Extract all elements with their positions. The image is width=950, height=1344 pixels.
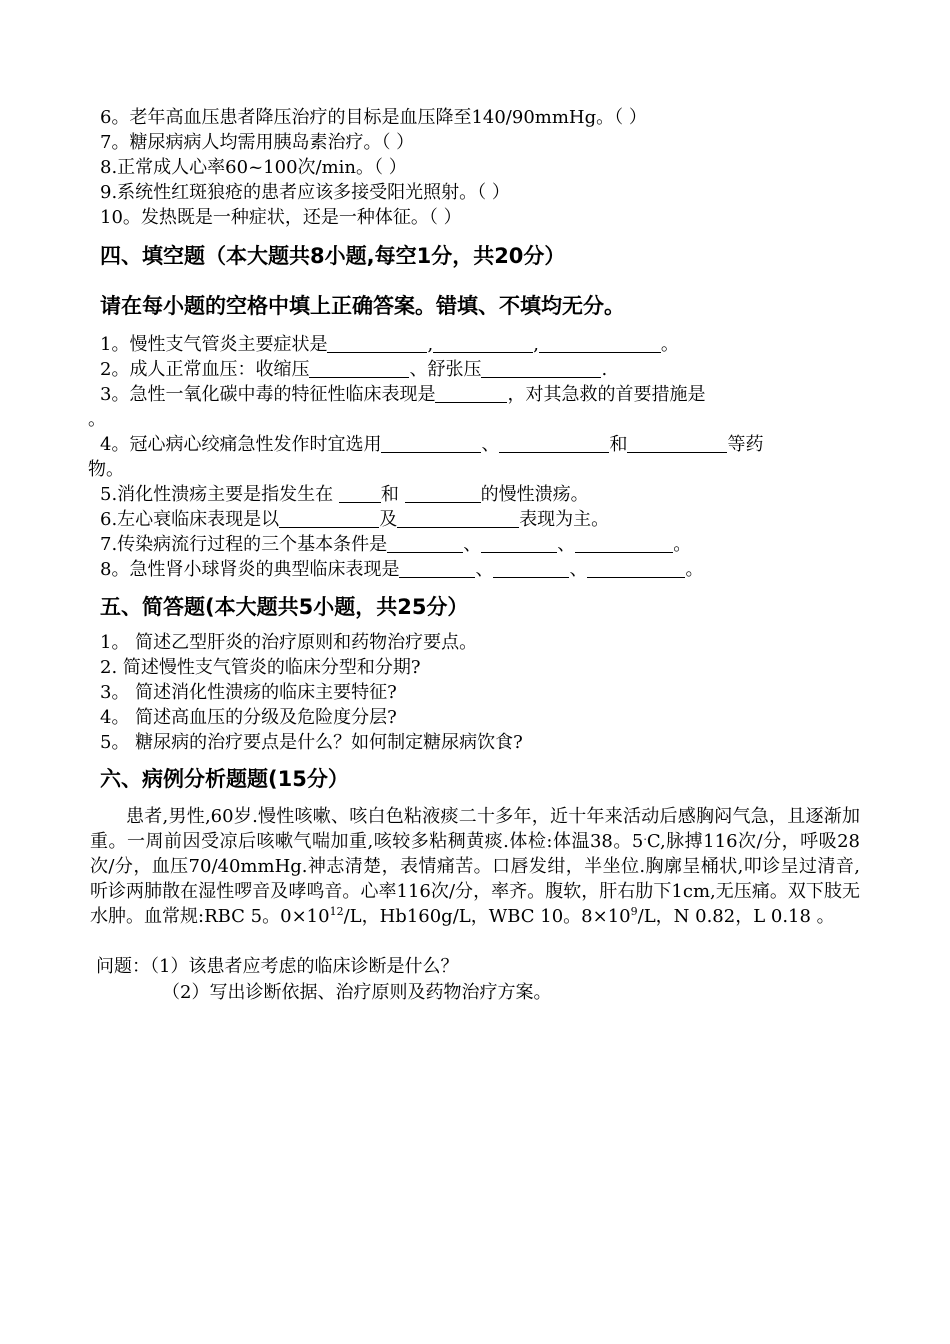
fill-item-3-text: 3。急性一氧化碳中毒的特征性临床表现是 (100, 384, 436, 405)
answer-blank[interactable] (575, 534, 673, 553)
answer-blank[interactable] (381, 434, 481, 453)
answer-blank[interactable] (539, 334, 661, 353)
separator: 。 (673, 534, 692, 555)
answer-blank[interactable] (279, 509, 379, 528)
answer-blank[interactable] (399, 559, 475, 578)
answer-blank[interactable] (481, 534, 557, 553)
case-question-2: （2）写出诊断依据、治疗原则及药物治疗方案。 (162, 982, 552, 1003)
fill-item-6-text: 6.左心衰临床表现是以 (100, 509, 280, 530)
answer-blank[interactable] (309, 359, 409, 378)
fill-item-4-wrap: 物。 (88, 459, 124, 480)
fill-item-6 (100, 508, 609, 532)
answer-blank[interactable] (387, 534, 463, 553)
fill-item-6-text-b: 及 (379, 509, 398, 530)
separator: 、 (475, 559, 494, 580)
case-text-1: 患者,男性,60岁.慢性咳嗽、咳白色粘液痰二十多年，近十年来活动后感胸闷气急，且逐渐加重。一周前因受凉后咳嗽气喘加重,咳较多粘稠黄痰.体检:体温38。5 (90, 806, 860, 852)
exponent: 9 (630, 905, 638, 918)
answer-blank[interactable] (433, 334, 533, 353)
section-4-title: 四、填空题（本大题共8小题,每空1分，共20分） (100, 244, 566, 268)
fill-item-5-text-b: 和 (380, 484, 405, 505)
fill-item-4 (100, 433, 763, 457)
separator: 、 (557, 534, 576, 555)
degree-mark: . (643, 830, 647, 843)
separator: 、 (569, 559, 588, 580)
fill-item-2 (100, 358, 607, 382)
fill-item-5-text-c: 的慢性溃疡。 (480, 484, 589, 505)
fill-item-8-text: 8。急性肾小球肾炎的典型临床表现是 (100, 559, 400, 580)
case-text-2: C,脉搏116次/分，呼吸28次/分，血压70/40mmHg.神志清楚，表情痛苦。口唇发绀，半坐位.胸廓呈桶状,叩诊呈过清音,听诊两肺散在湿性啰音及哮鸣音。心率116次/分，率齐。腹软，肝右肋下1cm,无压痛。双下肢无水肿。血常规:RBC 5。0×10 (90, 831, 860, 927)
exponent: 12 (329, 905, 344, 918)
separator: . (601, 359, 608, 380)
fill-item-7-text: 7.传染病流行过程的三个基本条件是 (100, 534, 388, 555)
fill-item-4-text: 4。冠心病心绞痛急性发作时宜选用 (100, 434, 382, 455)
answer-blank[interactable] (627, 434, 727, 453)
section-6-title: 六、病例分析题题(15分） (100, 767, 349, 791)
tf-item-10: 10。发热既是一种症状，还是一种体征。（ ） (100, 207, 462, 228)
section-4-instruction: 请在每小题的空格中填上正确答案。错填、不填均无分。 (100, 294, 625, 318)
tf-item-9: 9.系统性红斑狼疮的患者应该多接受阳光照射。（ ） (100, 182, 510, 203)
fill-item-7 (100, 533, 691, 557)
answer-blank[interactable] (499, 434, 609, 453)
fill-item-2-text: 2。成人正常血压：收缩压 (100, 359, 310, 380)
short-answer-3: 3。 简述消化性溃疡的临床主要特征? (100, 682, 397, 703)
answer-blank[interactable] (435, 384, 507, 403)
separator: 。 (660, 334, 679, 355)
case-description (90, 804, 860, 929)
case-text-4: /L，N 0.82，L 0.18 。 (637, 906, 835, 927)
tf-item-7: 7。糖尿病病人均需用胰岛素治疗。（ ） (100, 132, 415, 153)
section-5-title: 五、简答题(本大题共5小题，共25分） (100, 595, 469, 619)
separator: , (533, 334, 539, 355)
short-answer-5: 5。 糖尿病的治疗要点是什么？如何制定糖尿病饮食? (100, 732, 523, 753)
fill-item-3-wrap: 。 (88, 409, 106, 430)
separator: 。 (685, 559, 704, 580)
fill-item-2-text-b: 、舒张压 (409, 359, 482, 380)
answer-blank[interactable] (397, 509, 519, 528)
case-text-3: /L，Hb160g/L，WBC 10。8×10 (343, 906, 631, 927)
separator: , (427, 334, 434, 355)
fill-item-1-text: 1。慢性支气管炎主要症状是 (100, 334, 328, 355)
tf-item-8: 8.正常成人心率60~100次/min。（ ） (100, 157, 407, 178)
separator: 、 (463, 534, 482, 555)
answer-blank[interactable] (339, 484, 381, 503)
short-answer-4: 4。 简述高血压的分级及危险度分层? (100, 707, 397, 728)
short-answer-2: 2. 简述慢性支气管炎的临床分型和分期? (100, 657, 421, 678)
fill-item-6-text-c: 表现为主。 (519, 509, 610, 530)
separator: 、 (481, 434, 500, 455)
case-question-1: 问题：（1）该患者应考虑的临床诊断是什么？ (96, 956, 459, 977)
answer-blank[interactable] (481, 359, 601, 378)
short-answer-1: 1。 简述乙型肝炎的治疗原则和药物治疗要点。 (100, 632, 478, 653)
tf-item-6: 6。老年高血压患者降压治疗的目标是血压降至140/90mmHg。（ ） (100, 107, 647, 128)
fill-item-3 (100, 383, 705, 407)
answer-blank[interactable] (587, 559, 685, 578)
answer-blank[interactable] (327, 334, 427, 353)
fill-item-5 (100, 483, 589, 507)
fill-item-1 (100, 333, 679, 357)
separator: 和 (609, 434, 628, 455)
fill-item-8 (100, 558, 703, 582)
answer-blank[interactable] (493, 559, 569, 578)
fill-item-4-text-d: 等药 (727, 434, 764, 455)
fill-item-3-text-b: ，对其急救的首要措施是 (507, 384, 706, 405)
answer-blank[interactable] (405, 484, 481, 503)
fill-item-5-text: 5.消化性溃疡主要是指发生在 (100, 484, 339, 505)
